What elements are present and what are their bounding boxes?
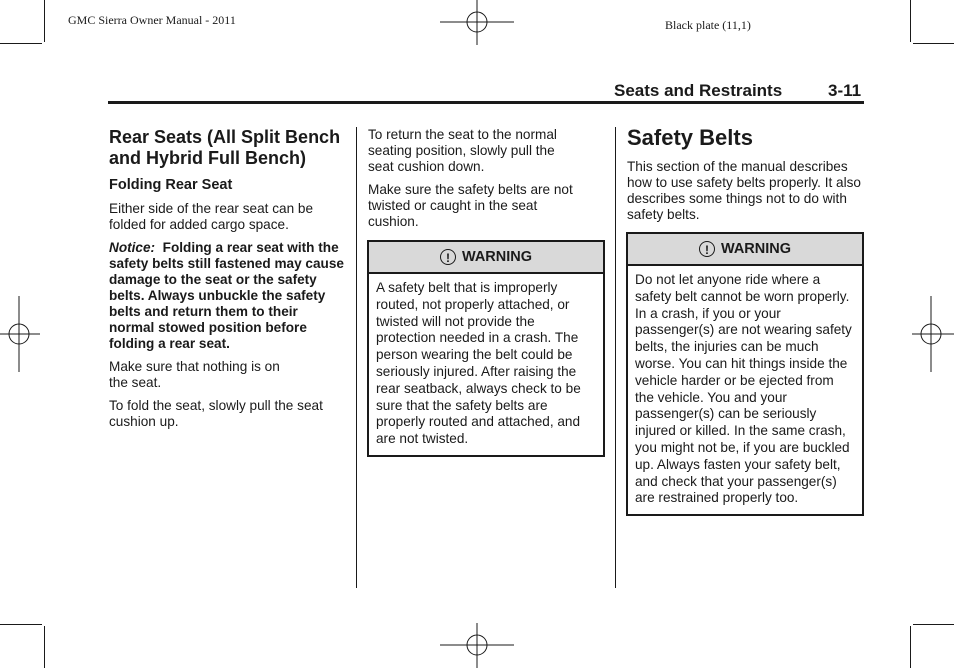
- section-title: Seats and Restraints: [614, 81, 783, 100]
- subheading-folding-rear-seat: Folding Rear Seat: [109, 177, 233, 193]
- notice-label: Notice:: [109, 240, 156, 255]
- paragraph: To return the seat to the normal seating position, slowly pull the seat cushion down.: [368, 127, 557, 174]
- warning-title: WARNING: [720, 241, 792, 257]
- page-number: 3-11: [828, 81, 862, 100]
- column-left: [109, 127, 345, 437]
- section-heading-safety-belts: Safety Belts: [627, 125, 753, 150]
- registration-mark-top: [440, 0, 514, 45]
- warning-header: [369, 242, 603, 274]
- warning-box: [626, 232, 864, 516]
- paragraph: This section of the manual describes how to use safety belts properly. It also describes some things not to do with safety belts.: [627, 159, 861, 222]
- crop-mark: [0, 43, 42, 44]
- crop-mark: [44, 626, 45, 668]
- column-divider: [615, 127, 616, 588]
- warning-text: Do not let anyone ride where a safety belt cannot be worn properly. In a crash, if you or your passenger(s) are not wearing safety belts, the injuries can be much worse. You can hit things inside the vehicle harder or be ejected from the vehicle. You and your passenger(s) can be seriously injured or killed. In the same crash, you might not be, if you are buckled up. Always fasten your safety belt, and check that your passenger(s) are restrained properly too.: [635, 272, 852, 506]
- section-heading-rear-seats: Rear Seats (All Split Bench and Hybrid Full Bench): [109, 127, 341, 168]
- notice-paragraph: [109, 240, 345, 352]
- warning-header: [628, 234, 862, 266]
- plate-label: Black plate (11,1): [665, 18, 751, 32]
- column-divider: [356, 127, 357, 588]
- crop-mark: [913, 624, 954, 625]
- warning-box: [367, 240, 605, 457]
- column-right: [627, 125, 863, 230]
- warning-icon: !: [699, 241, 715, 257]
- warning-icon: !: [440, 249, 456, 265]
- crop-mark: [0, 624, 42, 625]
- paragraph: Either side of the rear seat can be folded for added cargo space.: [109, 201, 314, 232]
- crop-mark: [44, 0, 45, 42]
- registration-mark-left: [0, 296, 40, 372]
- paragraph: Make sure the safety belts are not twisted or caught in the seat cushion.: [368, 182, 573, 229]
- column-middle: [368, 127, 604, 240]
- warning-text: A safety belt that is improperly routed, not properly attached, or twisted will not provide the protection needed in a crash. The person wearing the belt could be seriously injured. After raising the rear seatback, always check to be sure that the safety belts are properly routed and attached, and are not twisted.: [376, 280, 581, 447]
- registration-mark-bottom: [440, 623, 514, 668]
- paragraph: Make sure that nothing is on the seat.: [109, 359, 280, 390]
- crop-mark: [913, 43, 954, 44]
- warning-title: WARNING: [461, 249, 533, 265]
- paragraph: To fold the seat, slowly pull the seat cushion up.: [109, 398, 323, 429]
- notice-text: Folding a rear seat with the safety belts still fastened may cause damage to the seat or the safety belts. Always unbuckle the safety belts and return them to their normal stowed position before folding a rear seat.: [109, 240, 344, 351]
- header-rule: [108, 101, 864, 104]
- crop-mark: [910, 0, 911, 42]
- manual-title: GMC Sierra Owner Manual - 2011: [68, 13, 236, 27]
- registration-mark-right: [912, 296, 954, 372]
- crop-mark: [910, 626, 911, 668]
